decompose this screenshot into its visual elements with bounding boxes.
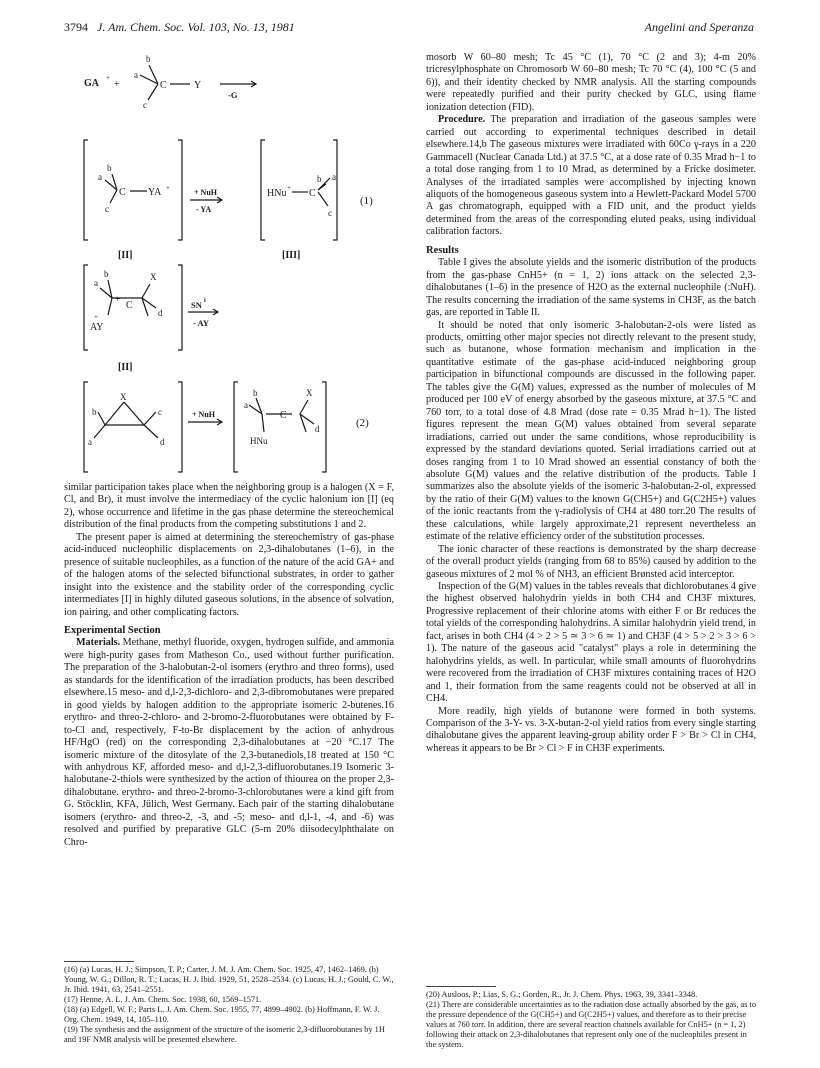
svg-text:[II]: [II] <box>118 362 133 373</box>
footnote-18: (18) (a) Edgell, W. F.; Parts L. J. Am. Chem. Soc. 1955, 77, 4899–4902. (b) Hoffmann, F. W. J. Org. Chem. 1949, 14, 105–110. <box>64 1005 380 1024</box>
experimental-heading: Experimental Section <box>64 624 161 636</box>
bracket <box>234 382 238 472</box>
svg-text:a: a <box>332 172 336 182</box>
arrow-label-minus-ay: - AY <box>193 318 209 328</box>
results-heading: Results <box>426 244 459 256</box>
bond <box>144 425 158 438</box>
bond <box>94 425 105 438</box>
results-paragraph-3: The ionic character of these reactions is demonstrated by the sharp decrease of the overall product yields (ranging from 68 to 85%) caused by addition to the gaseous mixtures of 2 mol % of NH3, an efficient Brønsted acid interceptor. <box>426 543 756 580</box>
results-paragraph-2: It should be noted that only isomeric 3-halobutan-2-ols were listed as products, omitting other major species not directly relevant to the present study, such as butanone, whose formation mechanism and implication in the quantitative estimate of the gas-phase acid-induced neighboring group participation in bifunctional compounds are discussed in the following paper. The tables give the G(M) values, expressed as the number of molecules of M produced per 100 eV of energy absorbed by the gaseous mixture, at 37.5 °C and 760 torr, to a total dose of 4.8 Mrad (dose rate = 0.35 Mrad h−1). The listed figures represent the mean G(M) values obtained from several separate irradiations, carried out under the same conditions, whose reproducibility is expressed by the standard deviations quoted. Serial irradiations carried out at doses ranging from 1 to 10 Mrad showed an essential constancy of both the absolute G(M) values and the relative distribution of the products. Table I summarizes also the absolute yields of the isomeric 3-halobutan-2-ol, expressed by the ratio of their G(M) values to the known G(CH5+) and G(C2H5+) values of the ionic reactants from the γ-radiolysis of CH4 at 480 torr.20 The results of these calculations, while largely approximate,21 represent nevertheless an estimate of the relative efficiency order of the substitution processes. <box>426 319 756 543</box>
footnote-rule-left <box>64 961 134 962</box>
footnote-16: (16) (a) Lucas, H. J.; Simpson, T. P.; Carter, J. M. J. Am. Chem. Soc. 1925, 47, 1462–1469. (b) Young, W. G.; Dillon, R. T.; Lucas, H. J. Ibid. 1929, 51, 2528–2534. (c) Lucas, H. J.; Gould, C. W., Jr. Ibid. 1941, 63, 2541–2551. <box>64 965 394 994</box>
label-y: Y <box>194 80 202 91</box>
materials-label: Materials. <box>76 637 121 649</box>
arrow-label-minus-ya: - YA <box>196 205 212 214</box>
footnote-19: (19) The synthesis and the assignment of the structure of the isomeric 2,3-difluorobutanes by 1H and 19F NMR analysis will be presented elsewhere. <box>64 1025 385 1044</box>
footnote-21: (21) There are considerable uncertainties as to the radiation dose actually absorbed by the gas, as to the pressure dependence of the G(CH5+) and G(C2H5+) values, and therefore as to their precise values at 760 torr. In addition, there are several reaction channels available for CnH5+ (n = 1, 2) following their attack on 2,3-dihalobutanes that represent only one of the nucleophiles present in the system. <box>426 1000 756 1049</box>
bracket <box>178 140 182 240</box>
scheme-figure <box>60 40 405 480</box>
svg-text:b: b <box>92 407 97 417</box>
svg-text:b: b <box>107 163 112 173</box>
svg-text:a: a <box>88 437 92 447</box>
svg-text:X: X <box>120 392 127 402</box>
svg-text:X: X <box>150 272 157 282</box>
intro-paragraph: The present paper is aimed at determining the stereochemistry of gas-phase acid-induced nucleophilic displacements on 2,3-dihalobutanes (1–6), in the presence of suitable nucleophiles, as a function of the nature of the acid GA+ and of the halogen atoms of the selected bifunctional substrates, in order to gather insight into the existence and the stability order of the corresponding cyclic intermediates [I] in highly diluted gaseous solutions, in the absence of solvation, ion pairing, and other complicating factors. <box>64 531 394 618</box>
footnote-rule-right <box>426 986 496 987</box>
svg-text:a: a <box>94 278 98 288</box>
svg-text:C: C <box>119 187 126 198</box>
journal-name: J. Am. Chem. Soc. <box>97 20 185 34</box>
label-product-iii: [III] <box>282 250 301 261</box>
bracket <box>261 140 265 240</box>
hnu-plus-label-2: HNu <box>250 436 268 446</box>
svg-text:a: a <box>98 172 102 182</box>
running-header <box>64 20 754 34</box>
label-b: b <box>146 54 151 64</box>
bracket <box>84 140 88 240</box>
bond <box>148 84 158 100</box>
bond <box>318 192 328 206</box>
svg-text:X: X <box>306 388 313 398</box>
ya-plus-label: YA <box>148 187 162 198</box>
footnotes-left <box>64 965 394 1045</box>
results-paragraph-4: Inspection of the G(M) values in the tables reveals that dichlorobutanes 4 give the highest observed halohydrin yields in both CH4 and CH3F mixtures. Progressive replacement of their chlorine atoms with either F or Br reduces the total yields of the corresponding halohydrins. A similar halohydrin yield trend, in fact, arises in both CH4 (4 > 2 > 5 ≃ 3 > 6 ≃ 1) and CH3F (4 > 5 > 2 > 3 > 6 > 1). The nature of the gaseous acid "catalyst" plays a role in determining the halohydrins yields, as well. In particular, while small amounts of fluorohydrins were recovered from the irradiation of CH3F mixtures containing traces of H2O and 1, their formation from the same reagents could not be observed at all in CH4. <box>426 581 756 705</box>
right-column <box>426 52 756 755</box>
svg-text:a: a <box>244 400 248 410</box>
procedure-label: Procedure. <box>438 114 486 126</box>
results-paragraph-5: More readily, high yields of butanone were formed in both systems. Comparison of the 3-Y- vs. 3-X-butan-2-ol yield ratios from every single starting dihalobutane gives the apparent leaving-group ability order F > Br > Cl in CH4, whereas it appears to be Br > Cl > F in CH3F experiments. <box>426 705 756 754</box>
svg-text:C: C <box>126 300 133 311</box>
page-number: 3794 <box>64 20 88 34</box>
svg-text:c: c <box>105 204 109 214</box>
bracket <box>84 265 88 350</box>
bond <box>300 400 308 414</box>
bracket <box>84 382 88 472</box>
running-authors: Angelini and Speranza <box>644 20 754 34</box>
bond <box>98 412 105 425</box>
arrow-label-minus-g: -G <box>228 90 238 100</box>
sn-prime-label: SN <box>191 300 202 310</box>
svg-text:d: d <box>160 437 165 447</box>
label-carbon: C <box>160 80 167 91</box>
bracket <box>322 382 326 472</box>
footnote-17: (17) Henne, A. L. J. Am. Chem. Soc. 1938, 60, 1569–1571. <box>64 995 262 1004</box>
equation-number-2: (2) <box>356 417 369 429</box>
bond <box>110 190 117 203</box>
svg-text:b: b <box>104 269 109 279</box>
bond <box>124 402 144 425</box>
materials-paragraph: Materials. Methane, methyl fluoride, oxygen, hydrogen sulfide, and ammonia were high-purity gases from Matheson Co., used without further purification. The preparation of the 3-halobutan-2-ol isomers (erythro and threo forms), used as standards for the identification of the irradiation products, has been described elsewhere.15 meso- and d,l-2,3-dichloro- and 2,3-dibromobutanes were prepared in good yields by halogen addition to the appropriate isomeric 2-butenes.16 erythro- and threo-2-chloro- and 2-bromo-2-fluorobutanes were obtained by F-to-Cl and, respectively, F-to-Br displacement by the action of anhydrous HF/HgO (red) on the corresponding 2,3-dihalobutanes at −20 °C.17 The isomeric mixture of the ditosylate of the 2,3-butanediols,18 treated at 150 °C with anhydrous KF, afforded meso- and d,l-2,3-difluorobutanes.19 Isomeric 3-halobutane-2-thiols were synthesized by the action of thiourea on the proper 2,3-dihalobutane. erythro- and threo-2-bromo-3-chlorobutanes were a kind gift from G. Stöcklin, KFA, Jülich, West Germany. Each pair of the starting dihalobutane isomers (erythro- and threo-2, -3, and -5; meso- and d,l-1, -4, and -6) was resolved and purified by preparative GLC (5-m 20% diisodecylphthalate on Chro- <box>64 637 395 848</box>
svg-text:+: + <box>94 313 98 321</box>
svg-text:+: + <box>115 294 121 304</box>
results-paragraph-1: Table I gives the absolute yields and the isomeric distribution of the products from the gas-phase CnH5+ (n = 1, 2) ions attack on the selected 2,3-dihalobutanes (1–6) in the presence of H2O as the external nucleophile (:NuH). The results concerning the irradiation of the same systems in CH3F, as the batch gas, are reported in Table II. <box>426 257 756 319</box>
svg-text:+: + <box>106 74 110 82</box>
bond <box>105 402 124 425</box>
svg-text:b: b <box>317 174 322 184</box>
bracket <box>333 140 337 240</box>
footnote-20: (20) Ausloos, P.; Lias, S. G.; Gorden, R., Jr. J. Chem. Phys. 1963, 39, 3341–3348. <box>426 990 698 999</box>
bond <box>142 284 150 298</box>
left-column <box>64 482 394 849</box>
svg-text:c: c <box>158 407 162 417</box>
procedure-paragraph: Procedure. The preparation and irradiation of the gaseous samples were carried out according to experimental techniques described in detail elsewhere.14,b The gaseous mixtures were irradiated with 60Co γ-rays in a 220 Gammacell (Nuclear Canada Ltd.) at 37.5 °C, at a dose rate of 0.35 Mrad h−1 to a total dose ranging from 1 to 10 Mrad, as determined by a Fricke dosimeter. Analyses of the irradiated samples were accomplished by injecting known aliquots of the homogeneous gaseous system into a Hewlett-Packard Model 5700 A gas chromatograph, equipped with a FID unit, and the product yields determined from the areas of the corresponding eluted peaks, using individual calibration factors. <box>426 114 756 238</box>
svg-text:i: i <box>204 297 206 304</box>
svg-text:+: + <box>287 184 291 192</box>
arrow-label-plus-nuh: + NuH <box>194 188 218 197</box>
svg-text:c: c <box>328 208 332 218</box>
equation-number-1: (1) <box>360 195 373 207</box>
svg-text:b: b <box>253 388 258 398</box>
svg-text:+: + <box>114 79 120 90</box>
label-a: a <box>134 70 138 80</box>
bond <box>318 184 326 190</box>
materials-continued: mosorb W 60–80 mesh; Tc 45 °C (1), 70 °C (2 and 3); 4-m 20% tricresylphosphate on Chromosorb W 60–80 mesh; Tc 70 °C (4), 100 °C (5 and 6)), and their identity checked by NMR analysis. All the starting compounds were repeatedly purified and their purity checked by GLC, using flame ionization detection (FID). <box>426 52 756 113</box>
label-intermediate-ii: [II] <box>118 250 133 261</box>
intro-continued: similar participation takes place when the neighboring group is a halogen (X = F, Cl, and Br), it must involve the intermediacy of the cyclic halonium ion [I] (eq 2), whose occurrence and lifetime in the gas phase determine the stereochemical distribution of the final products from the competing substitutions 1 and 2. <box>64 482 394 531</box>
arrow-label-plus-nuh-2: + NuH <box>192 410 216 419</box>
bracket <box>178 382 182 472</box>
ga-plus-label: GA <box>84 78 99 89</box>
bond <box>144 412 156 425</box>
footnotes-right <box>426 990 756 1050</box>
label-c: c <box>143 100 147 110</box>
ay-plus-label: AY <box>90 322 104 333</box>
bond <box>108 298 112 315</box>
svg-text:C: C <box>280 410 287 421</box>
svg-text:d: d <box>315 424 320 434</box>
bond <box>262 414 264 432</box>
svg-text:C: C <box>309 188 316 199</box>
journal-citation: Vol. 103, No. 13, 1981 <box>187 20 295 34</box>
svg-text:+: + <box>166 184 170 192</box>
bracket <box>178 265 182 350</box>
reaction-schemes <box>60 40 405 480</box>
svg-text:d: d <box>158 308 163 318</box>
hnu-plus-label: HNu <box>267 188 287 199</box>
